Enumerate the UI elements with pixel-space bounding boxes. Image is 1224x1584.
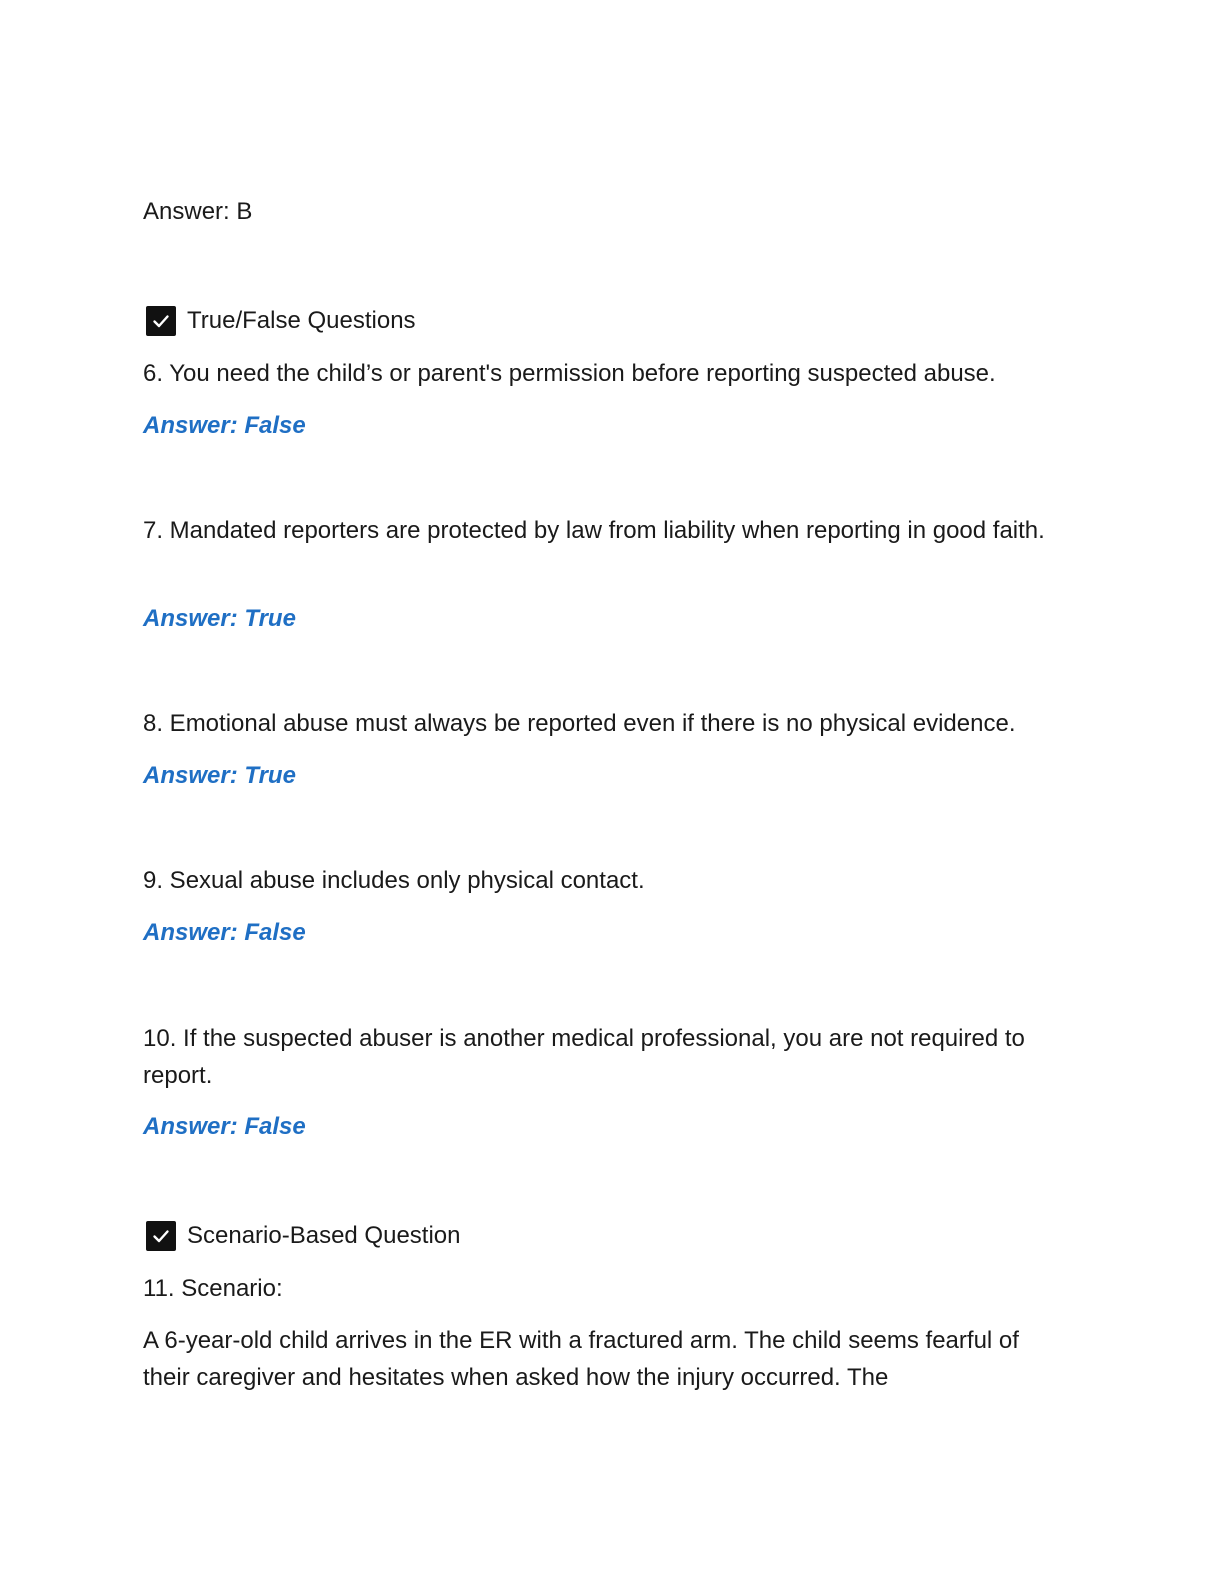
section-heading-label: Scenario-Based Question xyxy=(187,1222,461,1249)
checkbox-checked-icon xyxy=(146,1221,176,1251)
answer-10: Answer: False xyxy=(143,1113,306,1140)
answer-9: Answer: False xyxy=(143,919,306,946)
question-6: 6. You need the child’s or parent's permission before reporting suspected abuse. xyxy=(143,360,996,387)
previous-answer: Answer: B xyxy=(143,198,253,225)
checkbox-checked-icon xyxy=(146,306,176,336)
question-10: 10. If the suspected abuser is another medical professional, you are not required to report. xyxy=(143,1025,1025,1089)
question-9: 9. Sexual abuse includes only physical contact. xyxy=(143,867,645,894)
answer-7: Answer: True xyxy=(143,605,296,632)
answer-8: Answer: True xyxy=(143,762,296,789)
scenario-text: A 6-year-old child arrives in the ER with a fractured arm. The child seems fearful of their caregiver and hesitates when asked how the injury occurred. The xyxy=(143,1327,1019,1391)
question-8: 8. Emotional abuse must always be reported even if there is no physical evidence. xyxy=(143,710,1016,737)
section-heading-label: True/False Questions xyxy=(187,307,416,334)
answer-6: Answer: False xyxy=(143,412,306,439)
section-heading-true-false xyxy=(146,302,1086,339)
section-heading-scenario xyxy=(146,1217,1086,1254)
scenario-label: 11. Scenario: xyxy=(143,1275,283,1302)
question-7: 7. Mandated reporters are protected by law from liability when reporting in good faith. xyxy=(143,517,1045,544)
